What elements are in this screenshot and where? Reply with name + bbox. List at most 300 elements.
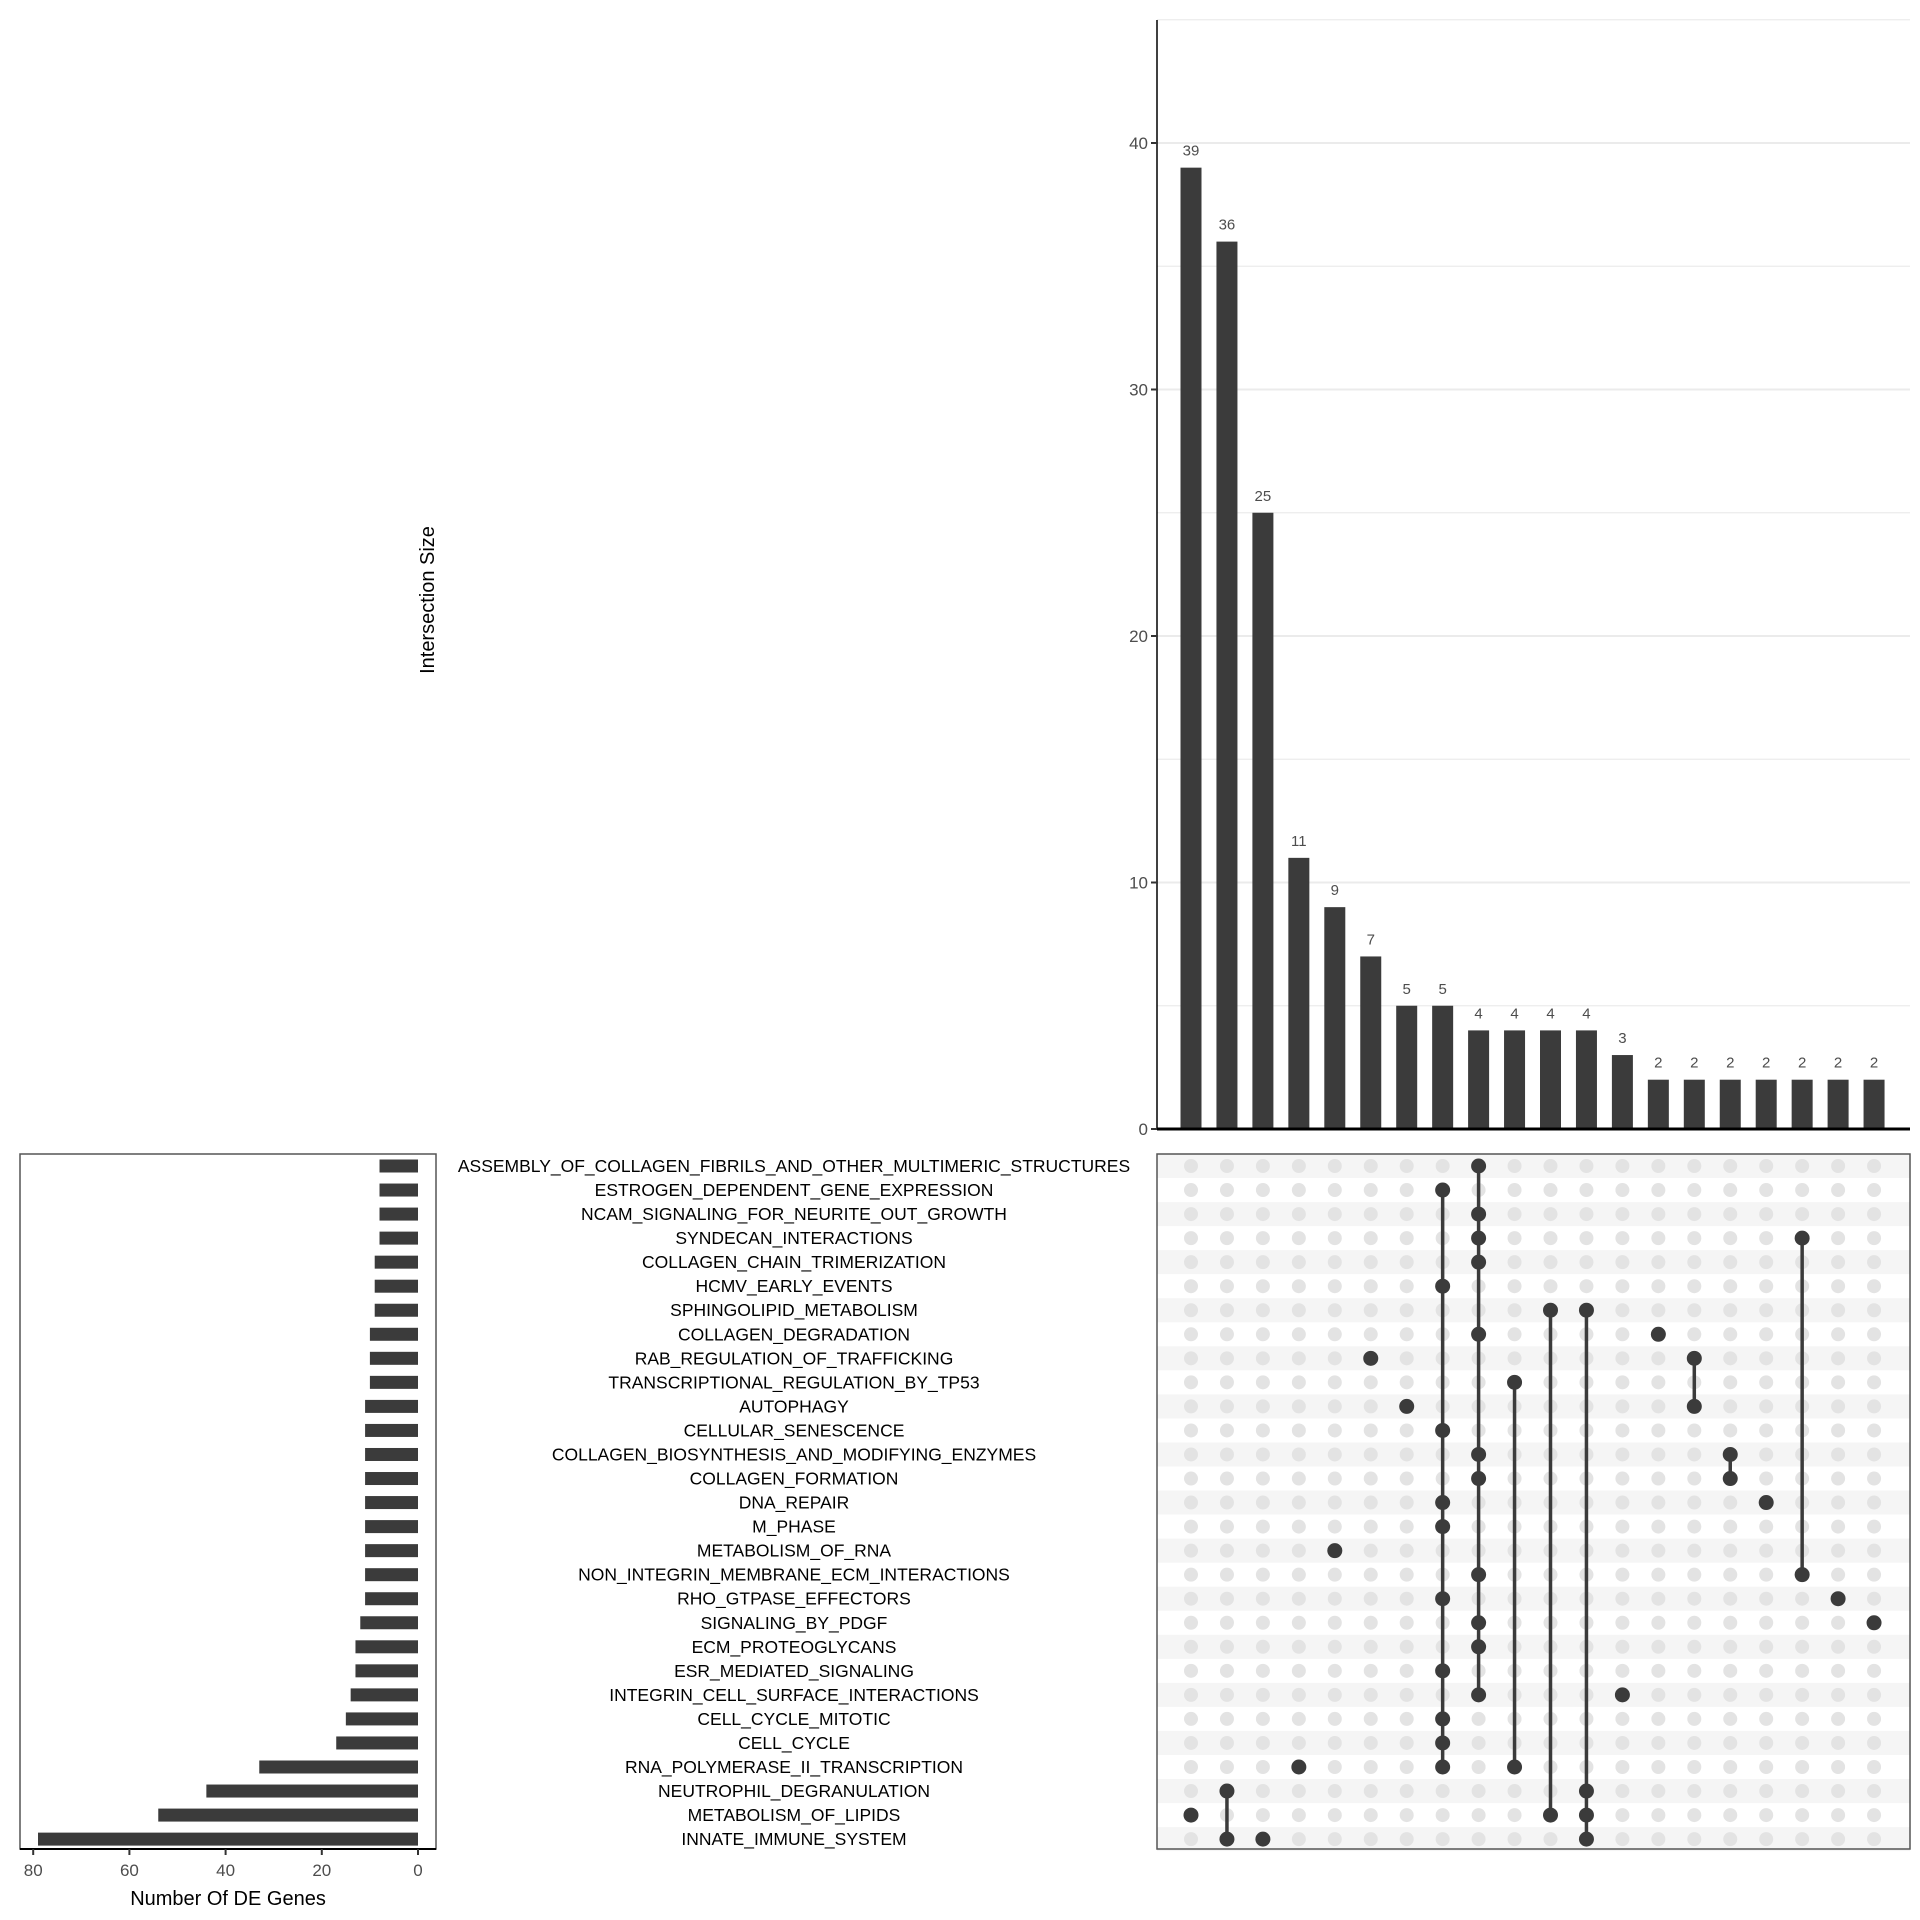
matrix-dot-inactive (1723, 1520, 1737, 1534)
matrix-dot-inactive (1867, 1351, 1881, 1365)
set-size-chart (20, 1154, 436, 1910)
matrix-dot-active (1687, 1399, 1702, 1414)
matrix-dot-inactive (1328, 1327, 1342, 1341)
matrix-dot-inactive (1256, 1375, 1270, 1389)
matrix-dot-inactive (1687, 1808, 1701, 1822)
matrix-dot-inactive (1220, 1375, 1234, 1389)
matrix-dot-inactive (1472, 1832, 1486, 1846)
matrix-dot-inactive (1615, 1736, 1629, 1750)
matrix-dot-inactive (1400, 1520, 1414, 1534)
matrix-dot-inactive (1759, 1375, 1773, 1389)
matrix-dot-inactive (1615, 1472, 1629, 1486)
matrix-dot-inactive (1292, 1640, 1306, 1654)
matrix-dot-active (1651, 1327, 1666, 1342)
matrix-dot-inactive (1292, 1423, 1306, 1437)
matrix-dot-inactive (1184, 1279, 1198, 1293)
matrix-dot-inactive (1723, 1568, 1737, 1582)
intersection-bar (1756, 1080, 1777, 1129)
matrix-dot-inactive (1615, 1279, 1629, 1293)
matrix-dot-inactive (1400, 1159, 1414, 1173)
matrix-dot-active (1435, 1663, 1450, 1678)
matrix-dot-inactive (1364, 1303, 1378, 1317)
matrix-dot-inactive (1831, 1568, 1845, 1582)
matrix-dot-inactive (1759, 1592, 1773, 1606)
matrix-dot-inactive (1472, 1760, 1486, 1774)
matrix-dot-inactive (1544, 1832, 1558, 1846)
matrix-dot-inactive (1615, 1183, 1629, 1197)
matrix-dot-inactive (1256, 1736, 1270, 1750)
matrix-dot-inactive (1328, 1664, 1342, 1678)
matrix-dot-inactive (1687, 1568, 1701, 1582)
matrix-dot-inactive (1759, 1159, 1773, 1173)
matrix-dot-active (1579, 1808, 1594, 1823)
set-label: CELL_CYCLE (738, 1732, 850, 1753)
intersection-bar-label: 39 (1182, 142, 1200, 160)
matrix-dot-inactive (1256, 1688, 1270, 1702)
matrix-dot-inactive (1292, 1544, 1306, 1558)
matrix-dot-inactive (1579, 1279, 1593, 1293)
matrix-dot-inactive (1759, 1423, 1773, 1437)
matrix-dot-inactive (1292, 1472, 1306, 1486)
matrix-dot-inactive (1723, 1808, 1737, 1822)
x-tick-label: 60 (119, 1861, 139, 1880)
matrix-dot-inactive (1759, 1303, 1773, 1317)
matrix-dot-inactive (1256, 1712, 1270, 1726)
matrix-dot-inactive (1615, 1351, 1629, 1365)
matrix-dot-inactive (1184, 1568, 1198, 1582)
set-label: CELL_CYCLE_MITOTIC (697, 1708, 891, 1729)
set-size-bar (336, 1736, 418, 1749)
matrix-dot-inactive (1184, 1664, 1198, 1678)
matrix-dot-inactive (1328, 1832, 1342, 1846)
matrix-dot-active (1471, 1207, 1486, 1222)
matrix-dot-inactive (1867, 1544, 1881, 1558)
matrix-dot-active (1471, 1687, 1486, 1702)
matrix-dot-inactive (1615, 1159, 1629, 1173)
matrix-dot-inactive (1723, 1664, 1737, 1678)
matrix-dot-inactive (1184, 1255, 1198, 1269)
matrix-dot-inactive (1687, 1183, 1701, 1197)
matrix-dot-inactive (1508, 1351, 1522, 1365)
set-label: CELLULAR_SENESCENCE (683, 1420, 905, 1441)
matrix-dot-inactive (1364, 1327, 1378, 1341)
matrix-dot-inactive (1867, 1736, 1881, 1750)
matrix-dot-inactive (1220, 1664, 1234, 1678)
set-size-bar (380, 1160, 418, 1173)
matrix-dot-inactive (1831, 1303, 1845, 1317)
matrix-dot-inactive (1364, 1399, 1378, 1413)
matrix-dot-active (1219, 1784, 1234, 1799)
x-tick-label: 40 (216, 1861, 236, 1880)
matrix-dot-inactive (1615, 1327, 1629, 1341)
set-size-bar (351, 1688, 418, 1701)
set-size-bar (365, 1568, 418, 1581)
matrix-dot-inactive (1759, 1736, 1773, 1750)
matrix-dot-inactive (1544, 1207, 1558, 1221)
matrix-dot-active (1759, 1495, 1774, 1510)
intersection-bar (1181, 168, 1202, 1129)
matrix-dot-inactive (1615, 1568, 1629, 1582)
matrix-dot-inactive (1687, 1664, 1701, 1678)
matrix-dot-inactive (1723, 1399, 1737, 1413)
matrix-dot-inactive (1292, 1183, 1306, 1197)
matrix-dot-inactive (1364, 1760, 1378, 1774)
matrix-dot-inactive (1615, 1303, 1629, 1317)
matrix-dot-inactive (1831, 1423, 1845, 1437)
matrix-dot-inactive (1651, 1303, 1665, 1317)
matrix-dot-inactive (1328, 1784, 1342, 1798)
matrix-dot-inactive (1831, 1808, 1845, 1822)
matrix-dot-inactive (1256, 1544, 1270, 1558)
matrix-dot-inactive (1723, 1207, 1737, 1221)
matrix-dot-inactive (1400, 1568, 1414, 1582)
matrix-dot-active (1831, 1591, 1846, 1606)
y-axis-title: Intersection Size (417, 526, 439, 674)
matrix-dot-inactive (1364, 1207, 1378, 1221)
matrix-dot-inactive (1364, 1592, 1378, 1606)
matrix-dot-inactive (1184, 1231, 1198, 1245)
matrix-dot-inactive (1292, 1688, 1306, 1702)
matrix-dot-inactive (1328, 1616, 1342, 1630)
matrix-dot-inactive (1328, 1592, 1342, 1606)
matrix-dot-inactive (1651, 1544, 1665, 1558)
matrix-dot-inactive (1184, 1544, 1198, 1558)
matrix-dot-inactive (1615, 1664, 1629, 1678)
matrix-dot-inactive (1256, 1640, 1270, 1654)
set-size-bar (365, 1496, 418, 1509)
matrix-dot-inactive (1651, 1664, 1665, 1678)
matrix-dot-inactive (1867, 1231, 1881, 1245)
matrix-dot-inactive (1220, 1688, 1234, 1702)
matrix-dot-inactive (1651, 1688, 1665, 1702)
matrix-dot-inactive (1328, 1159, 1342, 1173)
matrix-dot-inactive (1759, 1472, 1773, 1486)
matrix-dot-inactive (1544, 1279, 1558, 1293)
matrix-dot-active (1471, 1159, 1486, 1174)
matrix-dot-active (1291, 1760, 1306, 1775)
matrix-dot-inactive (1795, 1592, 1809, 1606)
matrix-dot-inactive (1831, 1640, 1845, 1654)
matrix-dot-inactive (1328, 1279, 1342, 1293)
matrix-dot-inactive (1508, 1207, 1522, 1221)
matrix-dot-inactive (1759, 1520, 1773, 1534)
matrix-dot-active (1435, 1279, 1450, 1294)
matrix-dot-inactive (1723, 1255, 1737, 1269)
matrix-dot-inactive (1436, 1784, 1450, 1798)
matrix-dot-inactive (1867, 1472, 1881, 1486)
set-label: INTEGRIN_CELL_SURFACE_INTERACTIONS (609, 1684, 979, 1705)
matrix-dot-inactive (1184, 1736, 1198, 1750)
matrix-dot-inactive (1364, 1375, 1378, 1389)
matrix-dot-active (1255, 1832, 1270, 1847)
intersection-size-chart (417, 20, 1910, 1139)
matrix-dot-active (1471, 1255, 1486, 1270)
matrix-dot-inactive (1831, 1784, 1845, 1798)
matrix-dot-inactive (1184, 1520, 1198, 1534)
matrix-dot-inactive (1723, 1592, 1737, 1606)
matrix-dot-inactive (1256, 1279, 1270, 1293)
matrix-dot-inactive (1651, 1520, 1665, 1534)
matrix-dot-inactive (1184, 1712, 1198, 1726)
set-label: ESR_MEDIATED_SIGNALING (674, 1660, 914, 1681)
set-size-bar (346, 1712, 418, 1725)
set-label: COLLAGEN_CHAIN_TRIMERIZATION (641, 1252, 947, 1273)
matrix-dot-active (1579, 1784, 1594, 1799)
matrix-dot-inactive (1759, 1616, 1773, 1630)
matrix-dot-active (1543, 1303, 1558, 1318)
set-label: TRANSCRIPTIONAL_REGULATION_BY_TP53 (608, 1372, 980, 1393)
matrix-dot-inactive (1723, 1760, 1737, 1774)
matrix-dot-inactive (1867, 1375, 1881, 1389)
matrix-dot-inactive (1795, 1784, 1809, 1798)
matrix-dot-inactive (1400, 1664, 1414, 1678)
set-label: M_PHASE (752, 1516, 836, 1537)
matrix-dot-inactive (1831, 1544, 1845, 1558)
matrix-dot-inactive (1508, 1784, 1522, 1798)
matrix-dot-active (1507, 1375, 1522, 1390)
matrix-dot-inactive (1184, 1303, 1198, 1317)
matrix-dot-inactive (1508, 1279, 1522, 1293)
matrix-dot-inactive (1651, 1159, 1665, 1173)
matrix-dot-inactive (1472, 1712, 1486, 1726)
matrix-dot-inactive (1364, 1279, 1378, 1293)
matrix-dot-inactive (1831, 1351, 1845, 1365)
matrix-dot-inactive (1615, 1592, 1629, 1606)
matrix-dot-inactive (1651, 1616, 1665, 1630)
matrix-dot-inactive (1867, 1327, 1881, 1341)
matrix-dot-inactive (1400, 1447, 1414, 1461)
matrix-dot-inactive (1292, 1351, 1306, 1365)
set-size-bar (365, 1520, 418, 1533)
matrix-dot-inactive (1292, 1568, 1306, 1582)
matrix-dot-inactive (1759, 1231, 1773, 1245)
matrix-dot-inactive (1723, 1544, 1737, 1558)
set-size-bar (365, 1400, 418, 1413)
matrix-dot-active (1795, 1231, 1810, 1246)
matrix-dot-inactive (1651, 1183, 1665, 1197)
matrix-dot-active (1435, 1519, 1450, 1534)
intersection-bar (1720, 1080, 1741, 1129)
matrix-dot-inactive (1759, 1544, 1773, 1558)
matrix-dot-inactive (1723, 1327, 1737, 1341)
set-label: RHO_GTPASE_EFFECTORS (677, 1588, 911, 1609)
x-tick-label: 0 (413, 1861, 423, 1880)
set-size-bar (355, 1640, 418, 1653)
intersection-bar (1288, 858, 1309, 1129)
matrix-dot-inactive (1831, 1616, 1845, 1630)
matrix-dot-inactive (1256, 1423, 1270, 1437)
matrix-dot-inactive (1651, 1255, 1665, 1269)
matrix-dot-inactive (1220, 1447, 1234, 1461)
matrix-dot-inactive (1795, 1159, 1809, 1173)
matrix-dot-inactive (1364, 1183, 1378, 1197)
intersection-bar (1396, 1006, 1417, 1129)
matrix-dot-inactive (1292, 1159, 1306, 1173)
matrix-dot-inactive (1687, 1472, 1701, 1486)
matrix-dot-inactive (1184, 1784, 1198, 1798)
matrix-dot-inactive (1867, 1303, 1881, 1317)
matrix-dot-inactive (1184, 1327, 1198, 1341)
matrix-dot-inactive (1687, 1592, 1701, 1606)
set-size-bar (370, 1376, 418, 1389)
matrix-dot-inactive (1759, 1640, 1773, 1654)
matrix-dot-inactive (1184, 1688, 1198, 1702)
matrix-dot-inactive (1364, 1520, 1378, 1534)
matrix-dot-inactive (1687, 1520, 1701, 1534)
matrix-dot-inactive (1867, 1688, 1881, 1702)
matrix-dot-inactive (1759, 1712, 1773, 1726)
matrix-dot-inactive (1364, 1568, 1378, 1582)
set-label: HCMV_EARLY_EVENTS (695, 1276, 893, 1297)
matrix-dot-inactive (1328, 1568, 1342, 1582)
matrix-dot-inactive (1615, 1520, 1629, 1534)
matrix-dot-inactive (1651, 1592, 1665, 1606)
intersection-bar (1612, 1055, 1633, 1129)
matrix-dot-inactive (1292, 1327, 1306, 1341)
matrix-dot-inactive (1292, 1399, 1306, 1413)
matrix-dot-inactive (1687, 1327, 1701, 1341)
matrix-dot-inactive (1759, 1784, 1773, 1798)
matrix-dot-inactive (1651, 1472, 1665, 1486)
matrix-dot-inactive (1328, 1231, 1342, 1245)
matrix-dot-inactive (1400, 1255, 1414, 1269)
matrix-dot-inactive (1544, 1159, 1558, 1173)
intersection-bar-label: 4 (1510, 1005, 1519, 1023)
matrix-dot-inactive (1831, 1688, 1845, 1702)
set-size-bar (375, 1304, 418, 1317)
matrix-dot-active (1435, 1183, 1450, 1198)
set-label: ESTROGEN_DEPENDENT_GENE_EXPRESSION (594, 1180, 994, 1201)
matrix-dot-inactive (1364, 1736, 1378, 1750)
matrix-dot-inactive (1364, 1640, 1378, 1654)
matrix-dot-inactive (1831, 1712, 1845, 1726)
matrix-dot-inactive (1364, 1159, 1378, 1173)
set-label: ECM_PROTEOGLYCANS (691, 1636, 897, 1657)
matrix-dot-inactive (1364, 1832, 1378, 1846)
matrix-dot-inactive (1615, 1784, 1629, 1798)
set-label: NCAM_SIGNALING_FOR_NEURITE_OUT_GROWTH (581, 1204, 1007, 1225)
matrix-dot-inactive (1615, 1712, 1629, 1726)
matrix-dot-inactive (1400, 1784, 1414, 1798)
matrix-dot-inactive (1220, 1760, 1234, 1774)
x-tick-label: 80 (23, 1861, 43, 1880)
matrix-dot-inactive (1831, 1664, 1845, 1678)
matrix-dot-inactive (1508, 1183, 1522, 1197)
set-size-bar (365, 1544, 418, 1557)
matrix-dot-inactive (1795, 1760, 1809, 1774)
matrix-dot-inactive (1400, 1688, 1414, 1702)
matrix-dot-inactive (1867, 1207, 1881, 1221)
matrix-dot-inactive (1723, 1375, 1737, 1389)
matrix-dot-inactive (1579, 1207, 1593, 1221)
matrix-dot-active (1723, 1447, 1738, 1462)
matrix-dot-active (1471, 1471, 1486, 1486)
matrix-dot-inactive (1615, 1207, 1629, 1221)
matrix-dot-active (1435, 1735, 1450, 1750)
intersection-bar-label: 7 (1366, 931, 1375, 949)
set-membership-matrix (1157, 1154, 1910, 1851)
matrix-dot-inactive (1651, 1784, 1665, 1798)
matrix-dot-inactive (1687, 1447, 1701, 1461)
matrix-dot-inactive (1328, 1183, 1342, 1197)
matrix-dot-inactive (1328, 1351, 1342, 1365)
set-size-bar (380, 1184, 418, 1197)
set-size-bar (206, 1785, 418, 1798)
matrix-dot-inactive (1508, 1303, 1522, 1317)
matrix-dot-active (1867, 1615, 1882, 1630)
set-size-bar (38, 1833, 418, 1846)
matrix-dot-active (1399, 1399, 1414, 1414)
matrix-dot-inactive (1867, 1712, 1881, 1726)
matrix-dot-inactive (1400, 1207, 1414, 1221)
matrix-dot-inactive (1400, 1375, 1414, 1389)
matrix-dot-inactive (1687, 1736, 1701, 1750)
matrix-dot-inactive (1723, 1279, 1737, 1293)
intersection-bar (1252, 513, 1273, 1129)
matrix-dot-inactive (1220, 1231, 1234, 1245)
matrix-dot-inactive (1508, 1808, 1522, 1822)
matrix-dot-inactive (1723, 1736, 1737, 1750)
matrix-dot-inactive (1220, 1279, 1234, 1293)
matrix-dot-inactive (1292, 1712, 1306, 1726)
set-size-bar (355, 1664, 418, 1677)
matrix-dot-inactive (1723, 1231, 1737, 1245)
matrix-dot-inactive (1328, 1303, 1342, 1317)
matrix-dot-inactive (1615, 1616, 1629, 1630)
intersection-bar (1540, 1030, 1561, 1129)
matrix-dot-inactive (1256, 1784, 1270, 1798)
matrix-dot-inactive (1615, 1496, 1629, 1510)
matrix-dot-inactive (1615, 1231, 1629, 1245)
matrix-dot-inactive (1292, 1784, 1306, 1798)
matrix-dot-inactive (1220, 1327, 1234, 1341)
matrix-dot-inactive (1831, 1207, 1845, 1221)
matrix-dot-inactive (1651, 1832, 1665, 1846)
matrix-dot-inactive (1364, 1447, 1378, 1461)
matrix-dot-inactive (1615, 1760, 1629, 1774)
matrix-dot-inactive (1328, 1472, 1342, 1486)
matrix-dot-inactive (1651, 1399, 1665, 1413)
matrix-dot-inactive (1256, 1616, 1270, 1630)
matrix-dot-active (1435, 1591, 1450, 1606)
matrix-dot-inactive (1328, 1496, 1342, 1510)
matrix-dot-inactive (1867, 1399, 1881, 1413)
matrix-dot-inactive (1831, 1375, 1845, 1389)
matrix-dot-inactive (1687, 1640, 1701, 1654)
intersection-bar-label: 2 (1690, 1054, 1699, 1072)
matrix-dot-inactive (1651, 1496, 1665, 1510)
matrix-dot-inactive (1400, 1808, 1414, 1822)
matrix-dot-inactive (1364, 1496, 1378, 1510)
intersection-bar-label: 2 (1762, 1054, 1771, 1072)
set-size-bar (380, 1208, 418, 1221)
matrix-dot-inactive (1651, 1351, 1665, 1365)
matrix-dot-inactive (1831, 1520, 1845, 1534)
matrix-dot-inactive (1364, 1664, 1378, 1678)
matrix-dot-inactive (1328, 1520, 1342, 1534)
set-label: NEUTROPHIL_DEGRANULATION (658, 1781, 930, 1802)
matrix-dot-inactive (1508, 1231, 1522, 1245)
matrix-dot-inactive (1328, 1760, 1342, 1774)
set-label: COLLAGEN_BIOSYNTHESIS_AND_MODIFYING_ENZYMES (551, 1444, 1037, 1465)
matrix-dot-inactive (1867, 1832, 1881, 1846)
matrix-dot-inactive (1687, 1303, 1701, 1317)
matrix-dot-inactive (1292, 1832, 1306, 1846)
matrix-dot-inactive (1795, 1808, 1809, 1822)
matrix-dot-inactive (1687, 1496, 1701, 1510)
matrix-dot-inactive (1184, 1351, 1198, 1365)
matrix-dot-inactive (1687, 1279, 1701, 1293)
